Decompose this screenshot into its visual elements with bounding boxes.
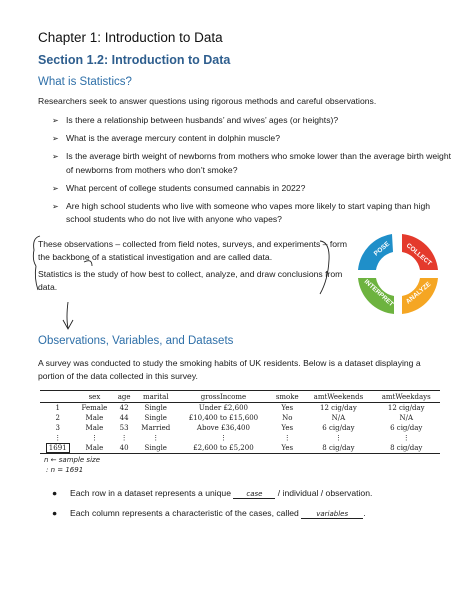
question-list xyxy=(52,114,452,231)
table-row xyxy=(40,413,440,423)
table-cell: 8 cig/day xyxy=(304,443,372,454)
n-value-note: : n = 1691 xyxy=(46,466,84,474)
observations-heading: Observations, Variables, and Datasets xyxy=(38,335,234,347)
header-cell: amtWeekdays xyxy=(372,391,440,403)
bullet-columns xyxy=(52,508,452,522)
table-cell: Above £36,400 xyxy=(196,424,250,432)
arrow-bullet-icon: ➢ xyxy=(52,152,59,161)
arrow-bullet-icon: ➢ xyxy=(52,134,59,143)
table-cell: 8 cig/day xyxy=(372,443,440,454)
table-cell: No xyxy=(282,414,293,422)
table-cell xyxy=(40,443,75,454)
vdots-icon: ⋮ xyxy=(402,434,410,442)
header-cell: sex xyxy=(75,391,113,403)
bullet-text-before: Each row in a dataset represents a unique xyxy=(70,488,231,498)
circled-row-id: 1691 xyxy=(46,443,70,453)
vdots-icon: ⋮ xyxy=(334,434,342,442)
question-item xyxy=(52,182,452,196)
question-item xyxy=(52,132,452,146)
header-cell: amtWeekends xyxy=(304,391,372,403)
table-cell: 6 cig/day xyxy=(322,424,355,432)
table-cell: 6 cig/day xyxy=(390,424,423,432)
table-row xyxy=(40,403,440,414)
table-header-row xyxy=(40,391,440,403)
question-item xyxy=(52,150,452,177)
table-cell: Female xyxy=(81,404,108,412)
table-cell: Male xyxy=(85,424,104,432)
table-cell: 42 xyxy=(119,404,129,412)
table-cell: 1 xyxy=(55,404,60,412)
chapter-title: Chapter 1: Introduction to Data xyxy=(38,30,223,45)
header-cell: marital xyxy=(135,391,177,403)
arrow-bullet-icon: ➢ xyxy=(52,116,59,125)
bullet-text xyxy=(70,508,366,519)
table-cell: 40 xyxy=(113,443,134,454)
question-text: What percent of college students consumed cannabis in 2022? xyxy=(66,182,306,193)
table-cell: Single xyxy=(144,414,167,422)
statistics-cycle-graphic xyxy=(350,222,446,324)
bullet-icon: ● xyxy=(52,508,58,518)
header-cell: age xyxy=(113,391,134,403)
what-is-statistics-heading: What is Statistics? xyxy=(38,76,132,88)
table-cell: Yes xyxy=(281,404,294,412)
header-cell: grossIncome xyxy=(177,391,270,403)
bullet-icon: ● xyxy=(52,488,58,498)
table-cell: Under £2,600 xyxy=(198,404,248,412)
statistics-definition: Statistics is the study of how best to collect, analyze, and draw conclusions from data. xyxy=(38,269,343,292)
table-cell: Male xyxy=(85,414,104,422)
intro-paragraph xyxy=(38,96,448,106)
question-text: Is the average birth weight of newborns from mothers who smoke lower than the average birth weight of newborns from mothers who don’t smoke? xyxy=(66,151,452,175)
dataset-table xyxy=(40,390,440,454)
table-cell: £2,600 to £5,200 xyxy=(177,443,270,454)
bullet-text-before: Each column represents a characteristic of the cases, called xyxy=(70,508,299,518)
table-cell: 12 cig/day xyxy=(387,404,425,412)
intro-text: Researchers seek to answer questions using rigorous methods and careful observations. xyxy=(38,96,377,106)
table-cell: £10,400 to £15,600 xyxy=(188,414,259,422)
table-cell: Male xyxy=(75,443,113,454)
vdots-icon: ⋮ xyxy=(54,434,62,442)
arrow-bullet-icon: ➢ xyxy=(52,183,59,193)
header-cell: smoke xyxy=(270,391,304,403)
table-cell: 12 cig/day xyxy=(320,404,357,412)
table-cell: 2 xyxy=(55,414,60,422)
table-cell: N/A xyxy=(331,414,346,422)
vdots-icon: ⋮ xyxy=(219,434,227,442)
header-cell xyxy=(40,391,75,403)
survey-paragraph: A survey was conducted to study the smoking habits of UK residents. Below is a dataset displaying a portion of the data collected in this survey. xyxy=(38,358,421,381)
vdots-icon: ⋮ xyxy=(120,434,128,442)
table-row xyxy=(40,443,440,454)
observations-paragraph: These observations – collected from field notes, surveys, and experiments – form the backbone of a statistical investigation and are called data. xyxy=(38,239,348,262)
section-title: Section 1.2: Introduction to Data xyxy=(38,53,231,67)
pose-label: POSE xyxy=(372,240,392,258)
table-cell: 53 xyxy=(119,424,129,432)
bullet-text-after: / individual / observation. xyxy=(277,488,373,498)
table-cell: 44 xyxy=(119,414,129,422)
table-cell: Single xyxy=(135,443,177,454)
table-row xyxy=(40,423,440,433)
vdots-icon: ⋮ xyxy=(283,434,291,442)
table-cell: 3 xyxy=(55,424,60,432)
question-text: Are high school students who live with someone who vapes more likely to start vaping than high school students who do not live with anyone who vapes? xyxy=(66,200,431,224)
handwritten-answer: variables xyxy=(301,510,363,519)
table-cell: Single xyxy=(144,404,167,412)
interpret-label: INTERPRET xyxy=(362,278,395,309)
question-text: Is there a relationship between husbands’ and wives’ ages (or heights)? xyxy=(66,115,339,125)
table-cell: Yes xyxy=(281,424,294,432)
collect-label: COLLECT xyxy=(404,242,433,268)
table-cell: Married xyxy=(141,424,171,432)
arrow-bullet-icon: ➢ xyxy=(52,201,59,211)
vdots-icon: ⋮ xyxy=(152,434,160,442)
table-cell: Yes xyxy=(270,443,304,454)
ellipsis-row xyxy=(40,433,440,443)
table-cell: N/A xyxy=(399,414,414,422)
handwritten-annotations xyxy=(26,232,126,332)
vdots-icon: ⋮ xyxy=(90,434,98,442)
bullet-text-after: . xyxy=(363,508,366,518)
question-text: What is the average mercury content in dolphin muscle? xyxy=(66,133,280,143)
bullet-rows xyxy=(52,488,452,502)
sample-size-note: n ← sample size xyxy=(44,456,100,464)
handwritten-bracket xyxy=(316,238,334,298)
question-item xyxy=(52,114,452,128)
handwritten-answer: case xyxy=(233,490,275,499)
bullet-text xyxy=(70,488,372,499)
analyze-label: ANALYZE xyxy=(404,280,433,306)
